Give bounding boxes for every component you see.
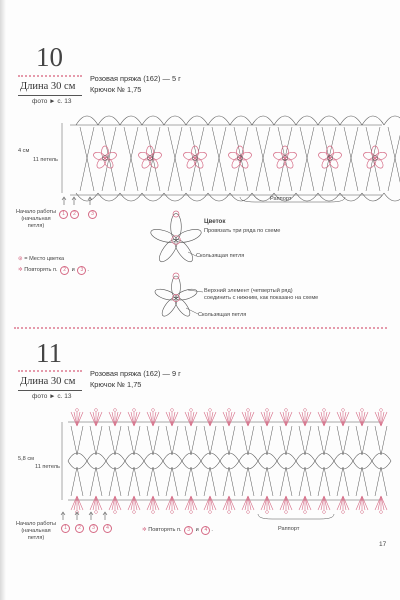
picot-top	[76, 409, 79, 412]
fan-stitch-bottom	[318, 496, 324, 510]
stitch-column	[128, 467, 140, 496]
fan-stitch-top	[169, 412, 172, 426]
fan-stitch-top	[128, 412, 134, 426]
fan-stitch-top	[115, 412, 121, 426]
fan-stitch-top	[286, 412, 289, 426]
fan-stitch-top	[77, 412, 80, 426]
fan-stitch-top	[343, 412, 349, 426]
fan-stitch-top	[318, 412, 324, 426]
fan-stitch-top	[305, 412, 308, 426]
stitch-column	[223, 467, 235, 496]
fan-stitch-top	[109, 412, 115, 426]
fan-stitch-top	[229, 412, 235, 426]
stitch-column	[166, 467, 178, 496]
fan-stitch-bottom	[172, 496, 178, 510]
flower-place-icon: ⊛	[18, 256, 23, 262]
fan-stitch-bottom	[226, 496, 229, 510]
fan-stitch-top	[71, 412, 77, 426]
stitch-column	[109, 467, 121, 496]
leaf-lower	[201, 461, 220, 469]
picot-bottom	[266, 511, 269, 514]
fan-stitch-top	[96, 412, 99, 426]
fan-stitch-bottom	[343, 496, 346, 510]
fan-stitch-bottom	[223, 496, 229, 510]
picot-top	[152, 409, 155, 412]
row-arrow	[75, 512, 79, 520]
fan-stitch-bottom	[321, 496, 324, 510]
fan-stitch-top	[229, 412, 232, 426]
flower-title: Цветок	[204, 218, 226, 225]
row-number: 2	[70, 210, 79, 219]
pattern-10-number: 10	[36, 42, 63, 72]
pattern-10-legend-flower: ⊛ = Место цветка	[18, 256, 65, 262]
fan-stitch-bottom	[96, 496, 99, 510]
leaf-upper	[296, 453, 315, 461]
fan-stitch-bottom	[286, 496, 289, 510]
fan-stitch-top	[210, 412, 213, 426]
leaf-upper	[220, 453, 239, 461]
picot-bottom	[95, 511, 98, 514]
row-arrow	[89, 512, 93, 520]
fan-stitch-bottom	[359, 496, 362, 510]
page-number: 17	[379, 541, 387, 548]
picot-bottom	[209, 511, 212, 514]
picot-bottom	[228, 511, 231, 514]
fan-stitch-bottom	[362, 496, 368, 510]
leaf-lower	[163, 461, 182, 469]
leaf-lower	[277, 461, 296, 469]
leaf-upper	[125, 453, 144, 461]
fan-stitch-bottom	[77, 496, 83, 510]
row-number: 3	[89, 524, 98, 533]
fan-stitch-bottom	[210, 496, 216, 510]
pattern-11-number: 11	[36, 338, 62, 368]
fan-stitch-top	[134, 412, 137, 426]
fan-stitch-bottom	[147, 496, 153, 510]
fan-stitch-bottom	[96, 496, 102, 510]
fan-stitch-bottom	[93, 496, 96, 510]
leaf-upper	[258, 453, 277, 461]
fan-stitch-top	[166, 412, 172, 426]
picot-top	[190, 409, 193, 412]
stitch-column	[318, 426, 330, 455]
fan-stitch-bottom	[169, 496, 172, 510]
fan-stitch-bottom	[305, 496, 311, 510]
fan-stitch-top	[381, 412, 387, 426]
stitch-column	[242, 426, 254, 455]
fan-stitch-top	[77, 412, 83, 426]
fan-stitch-bottom	[381, 496, 387, 510]
fan-stitch-top	[324, 412, 330, 426]
fan-stitch-top	[356, 412, 362, 426]
fan-stitch-bottom	[207, 496, 210, 510]
fan-stitch-top	[147, 412, 153, 426]
fan-stitch-bottom	[248, 496, 254, 510]
fan-stitch-bottom	[77, 496, 80, 510]
stitch-column	[337, 467, 349, 496]
picot-bottom	[304, 511, 307, 514]
leaf-upper	[315, 453, 334, 461]
stitch-column	[280, 426, 292, 455]
stitch-column	[128, 426, 140, 455]
stitch-column	[71, 426, 83, 455]
row-number: 3	[88, 210, 97, 219]
fan-stitch-bottom	[283, 496, 286, 510]
fan-stitch-bottom	[74, 496, 77, 510]
fan-stitch-top	[242, 412, 248, 426]
fan-stitch-top	[153, 412, 156, 426]
fan-stitch-bottom	[340, 496, 343, 510]
fan-stitch-top	[153, 412, 159, 426]
stitch-column	[261, 467, 273, 496]
pattern-11-yarn: Розовая пряжа (162) — 9 г	[90, 369, 181, 378]
leaf-lower	[106, 461, 125, 469]
fan-stitch-bottom	[362, 496, 365, 510]
fan-stitch-bottom	[153, 496, 159, 510]
fan-stitch-top	[337, 412, 343, 426]
row-arrow	[61, 512, 65, 520]
fan-stitch-bottom	[71, 496, 77, 510]
stitch-column	[356, 426, 368, 455]
fan-stitch-bottom	[378, 496, 381, 510]
fan-stitch-top	[188, 412, 191, 426]
fan-stitch-bottom	[191, 496, 197, 510]
fan-stitch-bottom	[302, 496, 305, 510]
leaf-lower	[220, 461, 239, 469]
flower-top-slip-stitch-label: Скользящая петля	[198, 312, 247, 318]
fan-stitch-top	[261, 412, 267, 426]
fan-stitch-top	[115, 412, 118, 426]
flower-desc: Провязать три ряда по схеме	[204, 228, 281, 234]
fan-stitch-bottom	[299, 496, 305, 510]
pattern-10-hook: Крючок № 1,75	[90, 85, 142, 94]
fan-stitch-bottom	[229, 496, 232, 510]
fan-stitch-bottom	[134, 496, 140, 510]
pattern-11-stitches-label: 11 петель	[35, 464, 60, 470]
rapport-bracket	[258, 514, 334, 519]
fan-stitch-top	[267, 412, 270, 426]
leaf-lower	[68, 461, 87, 469]
pattern-10-photo-ref: фото ► с. 13	[32, 98, 72, 105]
stitch-column	[375, 467, 387, 496]
fan-stitch-bottom	[381, 496, 384, 510]
picot-bottom	[380, 511, 383, 514]
fan-stitch-bottom	[267, 496, 270, 510]
picot-bottom	[285, 511, 288, 514]
fan-stitch-top	[185, 412, 191, 426]
leaf-upper	[163, 453, 182, 461]
fan-stitch-bottom	[153, 496, 156, 510]
repeat-icon: ✲	[18, 267, 23, 273]
fan-stitch-top	[207, 412, 210, 426]
fan-stitch-bottom	[166, 496, 172, 510]
fan-stitch-bottom	[264, 496, 267, 510]
repeat-number: 3	[77, 266, 86, 275]
fan-stitch-top	[362, 412, 365, 426]
picot-top	[171, 409, 174, 412]
fan-stitch-bottom	[185, 496, 191, 510]
picot-top	[285, 409, 288, 412]
fan-stitch-top	[90, 412, 96, 426]
leaf-lower	[315, 461, 334, 469]
pattern-11-start-label: Начало работы (начальная петля)	[15, 521, 57, 541]
leaf-lower	[372, 461, 391, 469]
fan-stitch-bottom	[248, 496, 251, 510]
leaf-upper	[277, 453, 296, 461]
pattern-11-photo-ref: фото ► с. 13	[32, 393, 72, 400]
fan-stitch-bottom	[261, 496, 267, 510]
stitch-column	[337, 426, 349, 455]
fan-stitch-top	[134, 412, 140, 426]
stitch-column	[109, 426, 121, 455]
fan-stitch-bottom	[356, 496, 362, 510]
fan-stitch-top	[96, 412, 102, 426]
fan-stitch-bottom	[343, 496, 349, 510]
fan-stitch-bottom	[324, 496, 327, 510]
leaf-lower	[182, 461, 201, 469]
stitch-column	[204, 467, 216, 496]
fan-stitch-top	[226, 412, 229, 426]
fan-stitch-bottom	[245, 496, 248, 510]
picot-top	[209, 409, 212, 412]
picot-top	[228, 409, 231, 412]
fan-stitch-bottom	[188, 496, 191, 510]
picot-top	[342, 409, 345, 412]
fan-stitch-top	[267, 412, 273, 426]
pattern-11-row-numbers	[60, 524, 113, 533]
fan-stitch-top	[245, 412, 248, 426]
fan-stitch-top	[150, 412, 153, 426]
pattern-10-height-label: 4 см	[18, 148, 30, 154]
stitch-column	[185, 426, 197, 455]
fan-stitch-top	[223, 412, 229, 426]
pattern-11-length: Длина 30 см	[20, 376, 76, 387]
fan-stitch-bottom	[267, 496, 273, 510]
flower-slip-stitch-label: Скользящая петля	[196, 253, 245, 259]
leaf-lower	[144, 461, 163, 469]
row-number: 2	[75, 524, 84, 533]
repeat-number: 3	[184, 526, 193, 535]
fan-stitch-bottom	[90, 496, 96, 510]
fan-stitch-top	[93, 412, 96, 426]
stitch-column	[90, 426, 102, 455]
fan-stitch-top	[112, 412, 115, 426]
picot-bottom	[133, 511, 136, 514]
stitch-column	[299, 467, 311, 496]
pattern-11-height-label: 5,8 см	[18, 456, 34, 462]
leaf-lower	[296, 461, 315, 469]
fan-stitch-top	[286, 412, 292, 426]
pattern-10-yarn: Розовая пряжа (162) — 5 г	[90, 74, 181, 83]
fan-stitch-top	[375, 412, 381, 426]
leaf-upper	[87, 453, 106, 461]
fan-stitch-top	[191, 412, 197, 426]
picot-bottom	[342, 511, 345, 514]
fan-stitch-bottom	[242, 496, 248, 510]
leaf-upper	[239, 453, 258, 461]
fan-stitch-bottom	[134, 496, 137, 510]
pattern-10-legend-repeat: ✲ Повторять п. 2 и 3 .	[18, 267, 89, 273]
repeat-number: 4	[201, 526, 210, 535]
picot-top	[266, 409, 269, 412]
fan-stitch-top	[172, 412, 175, 426]
stitch-column	[318, 467, 330, 496]
picot-bottom	[190, 511, 193, 514]
leaf-lower	[125, 461, 144, 469]
fan-stitch-bottom	[150, 496, 153, 510]
fan-stitch-top	[299, 412, 305, 426]
fan-stitch-top	[248, 412, 254, 426]
stitch-column	[299, 426, 311, 455]
leaf-lower	[239, 461, 258, 469]
leaf-upper	[68, 453, 87, 461]
pattern-10-stitches-label: 11 петель	[33, 157, 58, 163]
fan-stitch-bottom	[131, 496, 134, 510]
stitch-column	[204, 426, 216, 455]
row-number: 4	[103, 524, 112, 533]
pattern-11-legend-repeat: ✲ Повторять п. 3 и 4 .	[142, 527, 213, 533]
leaf-lower	[334, 461, 353, 469]
fan-stitch-top	[362, 412, 368, 426]
picot-top	[95, 409, 98, 412]
fan-stitch-top	[204, 412, 210, 426]
fan-stitch-bottom	[204, 496, 210, 510]
fan-stitch-top	[340, 412, 343, 426]
fan-stitch-top	[131, 412, 134, 426]
picot-bottom	[361, 511, 364, 514]
fan-stitch-top	[305, 412, 311, 426]
stitch-column	[280, 467, 292, 496]
row-number: 1	[61, 524, 70, 533]
picot-top	[133, 409, 136, 412]
fan-stitch-top	[343, 412, 346, 426]
repeat-number: 2	[60, 266, 69, 275]
leaf-upper	[106, 453, 125, 461]
fan-stitch-top	[324, 412, 327, 426]
fan-stitch-bottom	[305, 496, 308, 510]
stitch-column	[261, 426, 273, 455]
stitch-column	[147, 426, 159, 455]
picot-top	[361, 409, 364, 412]
picot-bottom	[171, 511, 174, 514]
fan-stitch-bottom	[229, 496, 235, 510]
pattern-10-length: Длина 30 см	[20, 81, 76, 92]
row-number: 1	[59, 210, 68, 219]
fan-stitch-bottom	[280, 496, 286, 510]
picot-bottom	[152, 511, 155, 514]
leaf-upper	[201, 453, 220, 461]
picot-bottom	[114, 511, 117, 514]
stitch-column	[71, 467, 83, 496]
picot-top	[304, 409, 307, 412]
pattern-11-hook: Крючок № 1,75	[90, 380, 142, 389]
fan-stitch-bottom	[109, 496, 115, 510]
fan-stitch-bottom	[324, 496, 330, 510]
fan-stitch-bottom	[172, 496, 175, 510]
leaf-upper	[372, 453, 391, 461]
picot-top	[323, 409, 326, 412]
fan-stitch-top	[321, 412, 324, 426]
fan-stitch-top	[280, 412, 286, 426]
picot-top	[247, 409, 250, 412]
stitch-column	[185, 467, 197, 496]
fan-stitch-bottom	[115, 496, 118, 510]
flower-top-desc: Верхний элемент (четвертый ряд) соединить с нижним, как показано на схеме	[204, 288, 319, 301]
fan-stitch-top	[359, 412, 362, 426]
fan-stitch-top	[302, 412, 305, 426]
fan-stitch-top	[378, 412, 381, 426]
stitch-column	[242, 467, 254, 496]
pattern-11-rapport-label: Раппорт	[278, 526, 300, 532]
stitch-column	[147, 467, 159, 496]
fan-stitch-bottom	[115, 496, 121, 510]
fan-stitch-top	[210, 412, 216, 426]
fan-stitch-top	[191, 412, 194, 426]
leaf-lower	[353, 461, 372, 469]
fan-stitch-top	[172, 412, 178, 426]
fan-stitch-bottom	[128, 496, 134, 510]
stitch-column	[356, 467, 368, 496]
fan-stitch-top	[264, 412, 267, 426]
stitch-column	[166, 426, 178, 455]
stitch-column	[375, 426, 387, 455]
picot-top	[380, 409, 383, 412]
stitch-column	[90, 467, 102, 496]
fan-stitch-bottom	[375, 496, 381, 510]
fan-stitch-bottom	[337, 496, 343, 510]
row-arrow	[103, 512, 107, 520]
picot-top	[114, 409, 117, 412]
leaf-upper	[144, 453, 163, 461]
fan-stitch-bottom	[191, 496, 194, 510]
pattern-10-start-label: Начало работы (начальная петля)	[15, 209, 57, 229]
leaf-upper	[334, 453, 353, 461]
leaf-upper	[182, 453, 201, 461]
leaf-lower	[87, 461, 106, 469]
picot-bottom	[247, 511, 250, 514]
fan-stitch-top	[248, 412, 251, 426]
fan-stitch-bottom	[210, 496, 213, 510]
repeat-icon: ✲	[142, 527, 147, 533]
fan-stitch-top	[74, 412, 77, 426]
picot-bottom	[323, 511, 326, 514]
leaf-upper	[353, 453, 372, 461]
fan-stitch-bottom	[286, 496, 292, 510]
fan-stitch-top	[283, 412, 286, 426]
leaf-lower	[258, 461, 277, 469]
pattern-10-rapport-label: Раппорт	[270, 196, 292, 202]
stitch-column	[223, 426, 235, 455]
fan-stitch-bottom	[112, 496, 115, 510]
fan-stitch-top	[381, 412, 384, 426]
